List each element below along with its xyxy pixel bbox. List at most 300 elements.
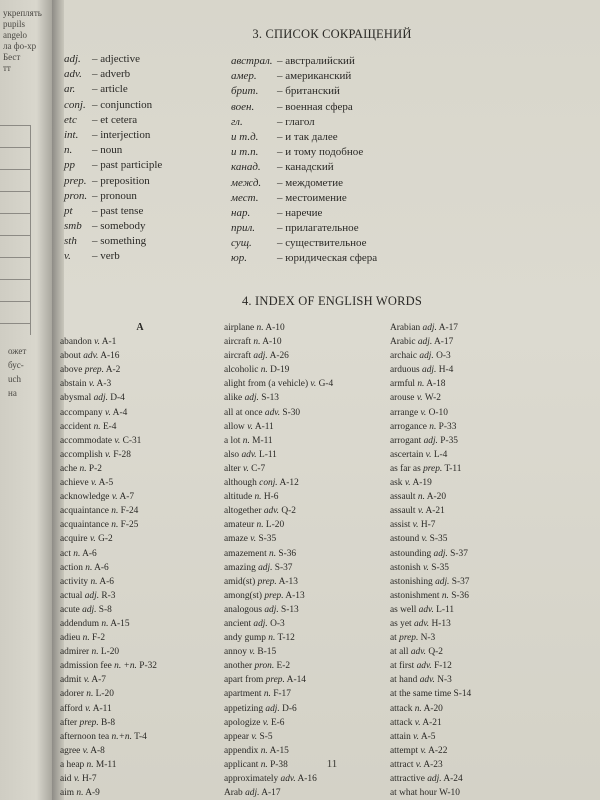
index-word: aid	[60, 774, 72, 784]
abbreviation-meaning: – и так далее	[277, 130, 338, 143]
part-of-speech: v.	[425, 449, 432, 460]
index-reference: A-7	[91, 675, 106, 686]
index-word: astonishment	[390, 590, 440, 601]
index-letter-heading: A	[136, 322, 144, 333]
index-word: approximately	[224, 774, 279, 784]
index-word: arduous	[390, 365, 420, 376]
index-entry	[224, 448, 384, 462]
abbreviation-row	[231, 54, 431, 69]
part-of-speech: adj.	[423, 435, 438, 446]
index-entry	[60, 476, 220, 490]
part-of-speech: n.	[254, 492, 262, 503]
part-of-speech: adv.	[280, 774, 296, 784]
index-entry	[224, 744, 384, 758]
facing-page-table-line	[0, 191, 30, 192]
index-reference: P-33	[438, 421, 457, 432]
facing-page-fragment: бус-	[8, 360, 24, 370]
part-of-speech: v.	[111, 492, 118, 503]
index-entry	[60, 589, 220, 603]
index-reference: S-30	[282, 407, 301, 418]
index-column-2	[224, 321, 384, 800]
part-of-speech: n.	[86, 689, 94, 700]
part-of-speech: adj.	[253, 618, 268, 629]
index-entry	[224, 391, 384, 405]
index-entry	[224, 730, 384, 744]
index-word: appetizing	[224, 703, 264, 714]
part-of-speech: v.	[420, 407, 427, 418]
index-word: accident	[60, 421, 92, 432]
index-word: at	[390, 633, 397, 644]
index-entry	[390, 391, 550, 405]
index-word: at hand	[390, 675, 418, 686]
abbreviation: prep.	[64, 174, 87, 187]
index-reference: E-6	[270, 717, 285, 728]
abbreviation-meaning: – past tense	[92, 204, 144, 217]
index-word: accomplish	[60, 449, 103, 460]
abbreviation-meaning: – британский	[277, 85, 340, 98]
index-reference: A-17	[434, 337, 454, 348]
index-word: also	[224, 449, 240, 460]
index-reference: N-3	[420, 633, 436, 644]
index-word: acute	[60, 604, 80, 615]
index-word: adorer	[60, 689, 84, 700]
index-entry	[390, 349, 550, 363]
index-reference: A-12	[279, 478, 299, 489]
index-title: 4. INDEX OF ENGLISH WORDS	[241, 294, 423, 308]
index-entry	[390, 575, 550, 589]
index-word: Arab	[224, 788, 243, 799]
facing-page-table-line	[0, 257, 30, 258]
index-reference: A-14	[286, 675, 306, 686]
part-of-speech: adj.	[93, 393, 108, 404]
abbreviation: adv.	[64, 68, 82, 81]
index-entry	[224, 617, 384, 631]
index-word: aim	[60, 788, 75, 799]
index-reference: S-13	[261, 393, 279, 404]
facing-page-fragment: ожет	[8, 346, 27, 356]
index-word: attractive	[390, 774, 425, 784]
index-reference: S-5	[259, 731, 273, 742]
index-reference: S-36	[278, 548, 297, 559]
abbreviation: канад.	[231, 161, 261, 174]
index-reference: A-15	[269, 745, 289, 756]
index-column-3	[390, 321, 550, 800]
index-reference: W-10	[439, 788, 460, 799]
part-of-speech: n.	[93, 421, 101, 432]
facing-page-table-line	[0, 169, 30, 170]
index-entry	[390, 659, 550, 673]
part-of-speech: adj.	[427, 774, 442, 784]
index-reference: A-20	[423, 703, 443, 714]
abbreviation-row	[64, 174, 224, 189]
book-page	[60, 0, 600, 800]
index-word: activity	[60, 576, 89, 587]
index-reference: S-13	[281, 604, 299, 615]
index-entry	[224, 462, 384, 476]
index-reference: W-2	[424, 393, 441, 404]
index-entry	[224, 532, 384, 546]
abbreviation: n.	[64, 144, 73, 157]
index-entry	[60, 349, 220, 363]
index-word: a lot	[224, 435, 241, 446]
abbreviation-row	[231, 160, 431, 175]
part-of-speech: adv.	[419, 675, 435, 686]
abbreviation-row	[231, 115, 431, 130]
index-reference: P-38	[270, 759, 288, 770]
part-of-speech: adv.	[263, 506, 280, 517]
index-entry	[60, 603, 220, 617]
part-of-speech: adj.	[435, 576, 450, 587]
abbreviation-meaning: – pronoun	[92, 189, 137, 202]
index-reference: L-20	[265, 520, 285, 531]
index-reference: A-2	[105, 365, 121, 376]
part-of-speech: adv.	[418, 604, 434, 615]
abbreviation-row	[64, 249, 224, 264]
index-entry	[60, 406, 220, 420]
index-word: amid(st)	[224, 576, 256, 587]
abbreviation: ar.	[64, 83, 76, 96]
part-of-speech: v.	[416, 393, 423, 404]
index-entry	[390, 589, 550, 603]
index-reference: O-10	[428, 407, 448, 418]
abbreviation-row	[231, 100, 431, 115]
index-word: at what hour	[390, 788, 437, 799]
abbreviation-meaning: – военная сфера	[277, 100, 353, 113]
index-entry	[224, 420, 384, 434]
index-entry	[224, 589, 384, 603]
part-of-speech: adv.	[416, 661, 432, 672]
index-reference: S-35	[258, 534, 277, 545]
facing-page-table-line	[0, 279, 30, 280]
index-reference: L-11	[436, 604, 455, 615]
part-of-speech: n.	[417, 492, 425, 503]
index-reference: P-2	[88, 463, 102, 474]
index-word: Arabian	[390, 323, 421, 333]
index-reference: S-14	[453, 689, 472, 700]
index-entry	[224, 603, 384, 617]
part-of-speech: v.	[243, 463, 249, 474]
index-reference: A-11	[92, 703, 112, 714]
index-word: assault	[390, 492, 416, 503]
index-reference: F-28	[113, 449, 131, 460]
index-word: astonish	[390, 562, 421, 573]
part-of-speech: n.	[260, 365, 268, 376]
index-entry	[390, 702, 550, 716]
index-word: attack	[390, 717, 413, 728]
index-reference: B-8	[101, 717, 116, 728]
part-of-speech: v.	[250, 534, 257, 545]
index-reference: A-4	[112, 407, 128, 418]
index-word: at the same time	[390, 689, 452, 700]
index-reference: A-17	[438, 323, 458, 333]
abbreviation-meaning: – местоимение	[277, 191, 347, 204]
part-of-speech: n.	[90, 576, 98, 587]
part-of-speech: v.	[413, 731, 419, 742]
part-of-speech: n.	[417, 379, 425, 390]
abbreviations-russian-list	[231, 54, 431, 267]
abbreviation: гл.	[231, 115, 243, 128]
part-of-speech: n.	[76, 788, 84, 799]
index-word: accommodate	[60, 435, 113, 446]
index-entry	[60, 448, 220, 462]
index-word: analogous	[224, 604, 263, 615]
index-entry	[224, 518, 384, 532]
facing-page-table-line	[0, 147, 30, 148]
index-reference: A-20	[426, 492, 447, 503]
abbreviation: v.	[64, 250, 71, 263]
index-word: arrogant	[390, 435, 422, 446]
index-word: astound	[390, 534, 420, 545]
abbreviation-row	[64, 204, 224, 219]
index-entry	[60, 730, 220, 744]
index-reference: A-17	[261, 788, 281, 799]
abbreviation-row	[231, 145, 431, 160]
abbreviation: pt	[64, 204, 73, 217]
index-entry	[224, 490, 384, 504]
part-of-speech: n. +n.	[114, 661, 137, 672]
index-reference: A-22	[428, 745, 448, 756]
abbreviation-meaning: – et cetera	[92, 113, 138, 126]
part-of-speech: prep.	[257, 576, 277, 587]
page-number: 11	[326, 758, 338, 770]
abbreviation: sth	[64, 235, 77, 248]
index-entry	[224, 786, 384, 800]
abbreviations-title: 3. СПИСОК СОКРАЩЕНИЙ	[252, 27, 412, 41]
abbreviation: pron.	[64, 189, 88, 202]
index-reference: A-10	[265, 323, 285, 333]
part-of-speech: prep.	[265, 675, 285, 686]
index-entry	[390, 673, 550, 687]
index-entry	[390, 716, 550, 730]
part-of-speech: adj.	[244, 393, 259, 404]
index-word: at first	[390, 661, 415, 672]
index-entry	[390, 434, 550, 448]
index-word: attack	[390, 703, 413, 714]
part-of-speech: v.	[85, 703, 91, 714]
index-word: alcoholic	[224, 365, 259, 376]
part-of-speech: v.	[82, 745, 89, 756]
index-reference: A-10	[262, 337, 282, 348]
abbreviation: сущ.	[231, 237, 252, 250]
index-entry	[390, 547, 550, 561]
index-word: archaic	[390, 351, 418, 362]
part-of-speech: v.	[420, 745, 427, 756]
index-entry	[390, 476, 550, 490]
part-of-speech: v.	[114, 435, 121, 446]
index-word: andy gump	[224, 633, 266, 644]
index-entry	[224, 547, 384, 561]
abbreviation-row	[64, 189, 224, 204]
part-of-speech: n.	[441, 590, 449, 601]
index-word: ascertain	[390, 449, 424, 460]
index-word: alike	[224, 393, 243, 404]
index-word: after	[60, 717, 78, 728]
index-reference: Q-2	[281, 506, 296, 517]
part-of-speech: prep.	[399, 633, 419, 644]
index-entry	[390, 363, 550, 377]
index-reference: A-23	[423, 759, 443, 770]
abbreviation: conj.	[64, 98, 86, 111]
index-word: aircraft	[224, 337, 252, 348]
index-word: ask	[390, 478, 403, 489]
index-reference: S-37	[450, 548, 468, 559]
index-entry	[224, 659, 384, 673]
index-entry	[390, 518, 550, 532]
index-entry	[60, 335, 220, 349]
part-of-speech: adj.	[82, 604, 97, 615]
abbreviation: etc	[64, 113, 77, 126]
index-reference: M-11	[95, 759, 117, 770]
index-reference: A-21	[425, 506, 445, 517]
index-reference: S-8	[98, 604, 112, 615]
part-of-speech: n.	[242, 435, 250, 446]
index-reference: A-6	[82, 548, 97, 559]
part-of-speech: n.	[111, 520, 119, 531]
index-word: apartment	[224, 689, 262, 700]
index-word: abysmal	[60, 393, 92, 404]
index-entry	[224, 561, 384, 575]
index-reference: S-36	[451, 590, 469, 601]
index-reference: A-26	[269, 351, 289, 362]
index-reference: H-4	[438, 365, 454, 376]
index-entry	[60, 575, 220, 589]
part-of-speech: v.	[404, 478, 411, 489]
index-entry	[224, 377, 384, 391]
part-of-speech: adj.	[419, 351, 434, 362]
facing-page-fragment: Бест	[3, 52, 21, 62]
index-word: astounding	[390, 548, 432, 559]
index-reference: A-21	[422, 717, 442, 728]
index-word: ache	[60, 463, 78, 474]
index-entry	[390, 631, 550, 645]
index-reference: F-2	[92, 633, 106, 644]
index-entry	[60, 504, 220, 518]
abbreviation-row	[64, 113, 224, 128]
facing-page-fragment: pupils	[3, 19, 26, 29]
part-of-speech: prep.	[423, 463, 443, 474]
abbreviation: прил.	[231, 222, 256, 235]
abbreviation-row	[64, 98, 224, 113]
index-reference: E-2	[276, 661, 291, 672]
abbreviation-row	[231, 251, 431, 266]
part-of-speech: v.	[251, 731, 258, 742]
index-entry	[390, 321, 550, 335]
part-of-speech: n.	[268, 633, 276, 644]
abbreviation: брит.	[231, 85, 259, 98]
part-of-speech: adv.	[413, 618, 430, 629]
part-of-speech: v.	[310, 379, 317, 390]
index-word: attempt	[390, 745, 419, 756]
index-word: apart from	[224, 675, 264, 686]
index-entry	[60, 673, 220, 687]
part-of-speech: prep.	[79, 717, 99, 728]
part-of-speech: adj.	[253, 351, 268, 362]
index-entry	[224, 363, 384, 377]
index-reference: A-13	[285, 590, 305, 601]
index-entry	[60, 490, 220, 504]
index-word: arrogance	[390, 421, 427, 432]
part-of-speech: v.	[90, 478, 97, 489]
index-reference: S-35	[429, 534, 448, 545]
index-reference: C-7	[251, 463, 266, 474]
index-reference: S-37	[274, 562, 293, 573]
part-of-speech: n.	[414, 703, 422, 714]
index-reference: A-1	[101, 337, 117, 348]
part-of-speech: n.	[260, 745, 268, 756]
abbreviation-row	[64, 234, 224, 249]
part-of-speech: n.	[85, 562, 93, 573]
index-reference: A-13	[278, 576, 298, 587]
index-entry	[60, 391, 220, 405]
part-of-speech: v.	[262, 717, 269, 728]
index-word: at all	[390, 647, 409, 658]
abbreviation: adj.	[64, 53, 81, 65]
abbreviation: воен.	[231, 100, 255, 113]
index-word: achieve	[60, 478, 89, 489]
index-reference: F-25	[120, 520, 139, 531]
index-reference: F-12	[434, 661, 452, 672]
index-reference: P-35	[440, 435, 458, 446]
facing-page-fragment: uch	[8, 374, 21, 384]
index-entry	[390, 617, 550, 631]
index-entry	[390, 448, 550, 462]
index-word: admirer	[60, 647, 90, 658]
index-column-1	[60, 321, 220, 800]
abbreviation: pp	[64, 159, 75, 172]
index-entry	[390, 730, 550, 744]
index-entry	[60, 702, 220, 716]
index-word: acquaintance	[60, 520, 109, 531]
index-word: action	[60, 562, 83, 573]
abbreviation-meaning: – interjection	[92, 128, 151, 141]
index-word: act	[60, 548, 71, 559]
abbreviation-row	[231, 84, 431, 99]
part-of-speech: n.	[101, 618, 109, 629]
index-word: amazement	[224, 548, 267, 559]
index-word: addendum	[60, 618, 100, 629]
index-word: airplane	[224, 323, 255, 333]
index-word: arrange	[390, 407, 419, 418]
index-word: Arabic	[390, 337, 416, 348]
index-entry	[224, 687, 384, 701]
index-entry	[390, 462, 550, 476]
index-word: alight from (a vehicle)	[224, 379, 309, 390]
index-word: abstain	[60, 379, 87, 390]
index-reference: D-6	[282, 703, 297, 714]
index-word: admission fee	[60, 661, 112, 672]
part-of-speech: n.	[256, 520, 264, 531]
part-of-speech: v.	[423, 562, 429, 573]
abbreviation-row	[64, 128, 224, 143]
index-reference: A-7	[119, 492, 135, 503]
abbreviations-english-list	[64, 52, 224, 265]
index-reference: A-6	[99, 576, 114, 587]
index-entry	[60, 434, 220, 448]
part-of-speech: n.	[263, 689, 271, 700]
index-entry	[60, 547, 220, 561]
index-reference: A-3	[96, 379, 112, 390]
abbreviation-meaning: – adverb	[92, 68, 131, 81]
index-entry	[390, 772, 550, 786]
abbreviation-row	[231, 130, 431, 145]
index-reference: L-20	[100, 647, 120, 658]
index-reference: L-4	[433, 449, 448, 460]
abbreviation: межд.	[231, 176, 262, 189]
facing-page-fragment: на	[8, 388, 17, 398]
index-entry	[60, 687, 220, 701]
index-word: ancient	[224, 618, 252, 629]
part-of-speech: n.	[269, 548, 277, 559]
